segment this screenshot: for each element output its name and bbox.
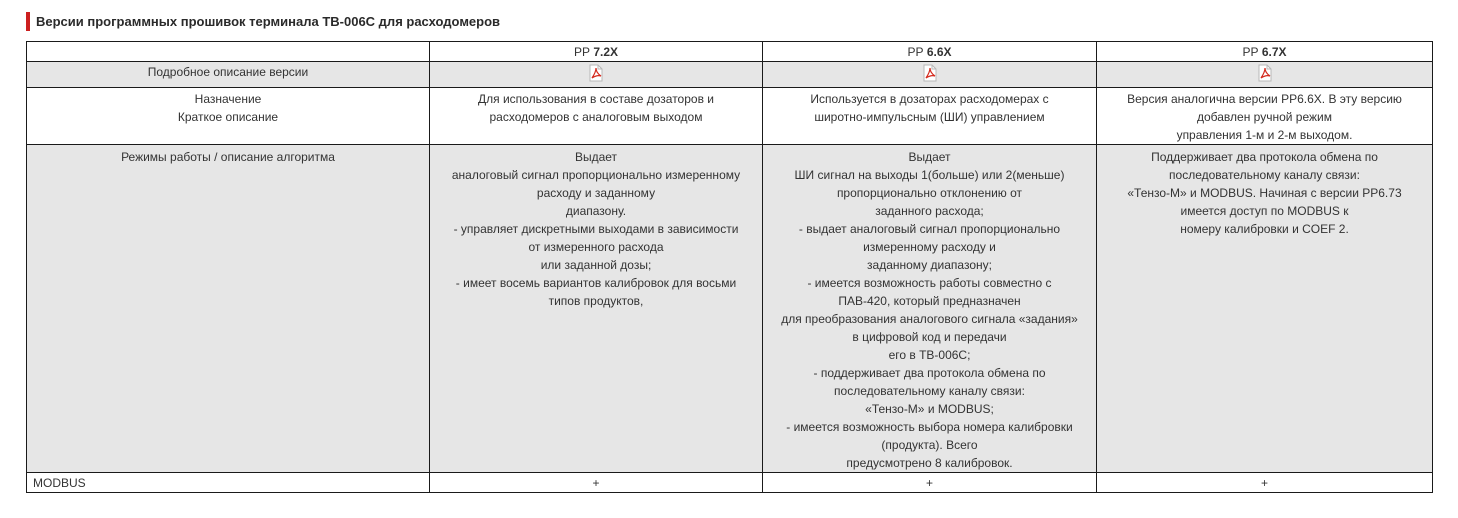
header-version-6-7x: РР 6.7X — [1097, 42, 1433, 62]
pdf-link-6-7x[interactable] — [1097, 62, 1433, 88]
purpose-6-6x: Используется в дозаторах расходомерах с широтно-импульсным (ШИ) управлением — [763, 88, 1097, 145]
purpose-7-2x: Для использования в составе дозаторов и расходомеров с аналоговым выходом — [430, 88, 763, 145]
table-row-purpose — [27, 88, 1433, 145]
row-label-modbus: MODBUS — [27, 473, 430, 493]
pdf-icon[interactable] — [588, 64, 604, 82]
table-row-modes — [27, 145, 1433, 473]
table-row-description — [27, 62, 1433, 88]
header-version-7-2x: РР 7.2X — [430, 42, 763, 62]
table-header-row — [27, 42, 1433, 62]
pdf-icon[interactable] — [1257, 64, 1273, 82]
header-empty-cell — [27, 42, 430, 62]
firmware-versions-table — [26, 41, 1433, 493]
purpose-6-7x: Версия аналогична версии РР6.6Х. В эту версию добавлен ручной режим управления 1-м и 2-м выходом. — [1097, 88, 1433, 145]
modbus-7-2x: + — [430, 473, 763, 493]
modes-6-6x: Выдает ШИ сигнал на выходы 1(больше) или 2(меньше) пропорционально отклонению от заданного расхода; - выдает аналоговый сигнал пропорционально измеренному расходу и заданному диапазону; - имеется возможность работы совместно с ПАВ-420, который предназначен для преобразования аналогового сигнала «задания» в цифровой код и передачи его в ТВ-006С; - поддерживает два протокола обмена по последовательному каналу связи: «Тензо-М» и MODBUS; - имеется возможность выбора номера калибровки (продукта). Всего предусмотрено 8 калибровок. — [763, 145, 1097, 473]
row-label-modes: Режимы работы / описание алгоритма — [27, 145, 430, 473]
table-row-modbus — [27, 473, 1433, 493]
pdf-icon[interactable] — [922, 64, 938, 82]
pdf-link-7-2x[interactable] — [430, 62, 763, 88]
row-label-description: Подробное описание версии — [27, 62, 430, 88]
modes-7-2x: Выдает аналоговый сигнал пропорционально измеренному расходу и заданному диапазону. - управляет дискретными выходами в зависимости от измеренного расхода или заданной дозы; - имеет восемь вариантов калибровок для восьми типов продуктов, — [430, 145, 763, 473]
modbus-6-7x: + — [1097, 473, 1433, 493]
pdf-link-6-6x[interactable] — [763, 62, 1097, 88]
modbus-6-6x: + — [763, 473, 1097, 493]
header-version-6-6x: РР 6.6X — [763, 42, 1097, 62]
row-label-purpose: Назначение Краткое описание — [27, 88, 430, 145]
page-title: Версии программных прошивок терминала ТВ-006С для расходомеров — [26, 12, 500, 31]
modes-6-7x: Поддерживает два протокола обмена по последовательному каналу связи: «Тензо-М» и MODBUS. Начиная с версии РР6.73 имеется доступ по MODBUS к номеру калибровки и COEF 2. — [1097, 145, 1433, 473]
